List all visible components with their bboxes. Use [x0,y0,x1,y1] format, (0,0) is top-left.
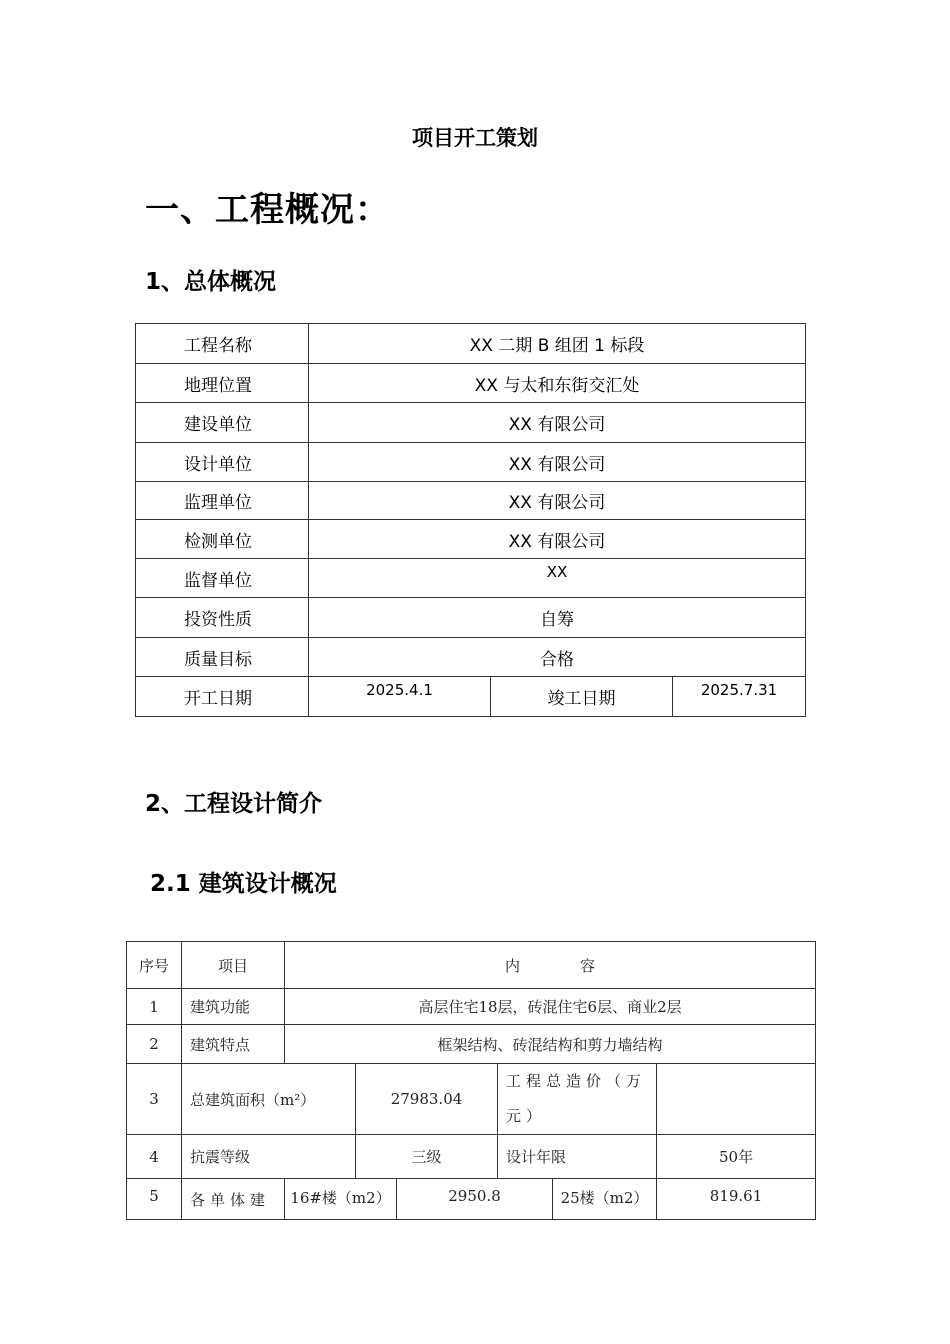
start-date-value: 2025.4.1 [309,677,491,717]
row-content: 高层住宅18层，砖混住宅6层、商业2层 [285,989,816,1025]
row-no: 3 [127,1064,182,1135]
table-row [136,520,806,559]
row-label-2: 设计年限 [498,1135,657,1179]
table-row [127,1179,816,1220]
row-item: 建筑功能 [182,989,285,1025]
row-item: 各单体建 [182,1179,285,1220]
table-row [136,364,806,403]
table-row [127,1064,816,1135]
row-b-value: 819.61 [657,1179,816,1220]
header-item: 项目 [182,942,285,989]
overview-table [135,323,806,717]
table-header-row [127,942,816,989]
row-a-label: 16#楼（m2） [285,1179,397,1220]
row-value: 自筹 [309,598,806,638]
row-label: 工程名称 [136,324,309,364]
row-content: 框架结构、砖混结构和剪力墙结构 [285,1025,816,1064]
table-row [136,443,806,482]
table-row [127,989,816,1025]
start-date-label: 开工日期 [136,677,309,717]
table-row [136,403,806,443]
row-no: 5 [127,1179,182,1220]
row-value: XX 与太和东街交汇处 [309,364,806,403]
row-label: 质量目标 [136,638,309,677]
end-date-value: 2025.7.31 [673,677,806,717]
section-heading-overview: 一、工程概况： [145,190,390,230]
row-no: 1 [127,989,182,1025]
table-row [127,1025,816,1064]
page-title: 项目开工策划 [412,126,538,150]
row-value: XX 有限公司 [309,443,806,482]
row-value: 合格 [309,638,806,677]
end-date-label: 竣工日期 [491,677,673,717]
table-row [127,1135,816,1179]
row-no: 4 [127,1135,182,1179]
row-value: 三级 [356,1135,498,1179]
row-b-label: 25楼（m2） [553,1179,657,1220]
row-value: XX 有限公司 [309,403,806,443]
row-label: 地理位置 [136,364,309,403]
header-content: 内 容 [285,942,816,989]
table-row [136,482,806,520]
table-row [136,324,806,364]
row-value: XX 二期 B 组团 1 标段 [309,324,806,364]
row-label: 设计单位 [136,443,309,482]
row-item: 抗震等级 [182,1135,356,1179]
architecture-design-table [126,941,816,1220]
row-a-value: 2950.8 [397,1179,553,1220]
row-value: XX [309,559,806,598]
table-row [136,598,806,638]
row-label: 投资性质 [136,598,309,638]
row-label: 建设单位 [136,403,309,443]
table-row [136,559,806,598]
row-value-2 [657,1064,816,1135]
table-row [136,677,806,717]
row-item: 建筑特点 [182,1025,285,1064]
subheading-architecture-design: 2.1 建筑设计概况 [150,871,337,897]
table-row [136,638,806,677]
row-label: 检测单位 [136,520,309,559]
row-value: XX 有限公司 [309,520,806,559]
row-no: 2 [127,1025,182,1064]
row-value: XX 有限公司 [309,482,806,520]
subheading-design-intro: 2、工程设计简介 [145,791,323,817]
row-label-2: 工程总造价（万元） [498,1064,657,1135]
row-label: 监理单位 [136,482,309,520]
row-label: 监督单位 [136,559,309,598]
row-value-2: 50年 [657,1135,816,1179]
row-item: 总建筑面积（m²） [182,1064,356,1135]
subheading-general-overview: 1、总体概况 [145,269,277,295]
row-value: 27983.04 [356,1064,498,1135]
header-no: 序号 [127,942,182,989]
